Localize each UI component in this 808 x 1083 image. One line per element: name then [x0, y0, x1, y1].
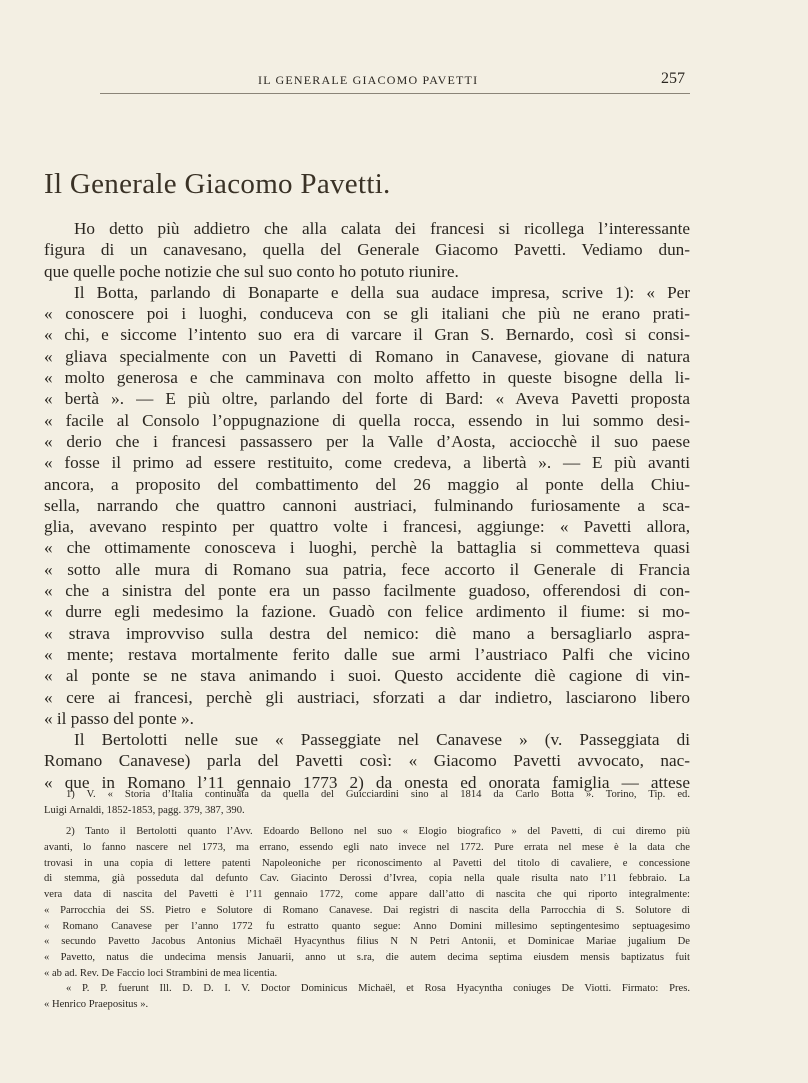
text-line: « bertà ». — E più oltre, parlando del forte di Bard: « Aveva Pavetti proposta [44, 389, 690, 409]
text-line: « cere ai francesi, perchè gli austriaci, sforzati a dar indietro, lasciarono libero [44, 687, 690, 707]
text-line: « que in Romano l’11 gennaio 1773 2) da onesta ed onorata famiglia — attese [44, 772, 690, 792]
footnotes [44, 787, 690, 1013]
text-line: Il Bertolotti nelle sue « Passeggiate nel Canavese » (v. Passeggiata di [74, 730, 690, 750]
text-line: « conoscere poi i luoghi, conduceva con se gli italiani che più ne erano prati- [44, 304, 690, 324]
footnote-line: « Pavetto, natus die undecima mensis Januarii, anno ut s.ra, die autem decima septima eiusdem mensis baptizatus fuit [44, 951, 690, 963]
footnote-line: « Parrocchia dei SS. Pietro e Solutore di Romano Canavese. Dai registri di nascita della Parrocchia di S. Solutore di [44, 904, 690, 916]
text-line: « durre egli medesimo la fazione. Guadò con felice ardimento il fiume: si mo- [44, 602, 690, 622]
footnote-line: 2) Tanto il Bertolotti quanto l’Avv. Edoardo Bellono nel suo « Elogio biografico » del Pavetti, di cui diremo più [66, 826, 690, 838]
text-line: « chi, e siccome l’intento suo era di varcare il Gran S. Bernardo, così si consi- [44, 325, 690, 345]
text-line: « molto generosa e che camminava con molto affetto in queste bisogne della li- [44, 368, 690, 388]
page-number: 257 [661, 70, 685, 87]
text-line: « derio che i francesi passassero per la Valle d’Aosta, acciocchè il suo paese [44, 431, 690, 451]
text-line: « sotto alle mura di Romano sua patria, fece accorto il Generale di Francia [44, 559, 690, 579]
footnote-line: Luigi Arnaldi, 1852-1853, pagg. 379, 387, 390. [44, 804, 245, 816]
text-line: « che ottimamente conosceva i luoghi, perchè la battaglia si commetteva quasi [44, 538, 690, 558]
text-line: Il Botta, parlando di Bonaparte e della sua audace impresa, scrive 1): « Per [74, 282, 690, 302]
text-line: « il passo del ponte ». [44, 708, 194, 728]
running-title: IL GENERALE GIACOMO PAVETTI [258, 73, 479, 87]
running-head [0, 70, 808, 92]
text-line: « mente; restava mortalmente ferito dalle sue armi l’austriaco Palfi che vicino [44, 644, 690, 664]
header-rule [100, 93, 690, 94]
text-line: « che a sinistra del ponte era un passo facilmente guadoso, offerendosi di con- [44, 581, 690, 601]
text-line: « facile al Consolo l’oppugnazione di quella rocca, essendo in lui sommo desi- [44, 410, 690, 430]
text-line: « gliava specialmente con un Pavetti di Romano in Canavese, giovane di natura [44, 346, 690, 366]
text-line: ancora, a proposito del combattimento del 26 maggio al ponte della Chiu- [44, 474, 690, 494]
text-line: figura di un canavesano, quella del Generale Giacomo Pavetti. Vediamo dun- [44, 240, 690, 260]
text-line: que quelle poche notizie che sul suo conto ho potuto riunire. [44, 261, 459, 281]
text-line: sella, narrando che quattro cannoni austriaci, fulminando furiosamente a sca- [44, 495, 690, 515]
text-line: « fosse il primo ad essere restituito, come credeva, a libertà ». — E più avanti [44, 453, 690, 473]
footnote-line: 1) V. « Storia d’Italia continuata da quella del Guicciardini sino al 1814 da Carlo Botta ». Torino, Tip. ed. [66, 789, 690, 800]
text-line: Ho detto più addietro che alla calata dei francesi si ricollega l’interessante [74, 219, 690, 238]
text-line: « al ponte se ne stava animando i suoi. Questo accidente diè cagione di vin- [44, 666, 690, 686]
footnote-line: « Romano Canavese per l’anno 1772 fu estratto quanto segue: Anno Domini millesimo septingentesimo septuagesimo [44, 920, 690, 932]
footnote-line: di stemma, già posseduta dal defunto Cav. Giacinto Derossi d’Ivrea, copia nella quale risulta nato l’11 febbraio. La [44, 873, 690, 885]
footnote-line: « ab ad. Rev. De Faccio loci Strambini de mea licentia. [44, 967, 278, 979]
footnote-line: vera data di nascita del Pavetti è l’11 gennaio 1772, come appare dall’atto di nascita che qui riporto integralmente: [44, 889, 690, 901]
text-line: glia, avevano respinto per quattro volte i francesi, aggiunge: « Pavetti allora, [44, 517, 690, 537]
footnote-line: avanti, lo fanno nascere nel 1773, ma errano, essendo egli nato invece nel 1772. Pure errata nel mese è la data che [44, 842, 690, 854]
body-text [44, 218, 690, 793]
footnote-line: trovasi in una copia di lettere patenti Napoleoniche per riconoscimento al Pavetti del titolo di cavaliere, e concessione [44, 857, 690, 869]
text-line: « strava improvviso sulla destra del nemico: diè mano a bersagliarlo aspra- [44, 623, 690, 643]
chapter-title: Il Generale Giacomo Pavetti. [44, 168, 391, 200]
text-line: Romano Canavese) parla del Pavetti così: « Giacomo Pavetti avvocato, nac- [44, 751, 690, 771]
footnote-line: « P. P. fuerunt Ill. D. D. I. V. Doctor Dominicus Michaël, et Rosa Hyacyntha coniuges De Viotti. Firmato: Pres. [66, 983, 690, 995]
footnote-line: « Henrico Praepositus ». [44, 998, 149, 1010]
footnote-line: « secundo Pavetto Jacobus Antonius Michaël Hyacynthus filius N N Petri Antonii, et Dominicae Mariae jugalium De [44, 936, 690, 948]
